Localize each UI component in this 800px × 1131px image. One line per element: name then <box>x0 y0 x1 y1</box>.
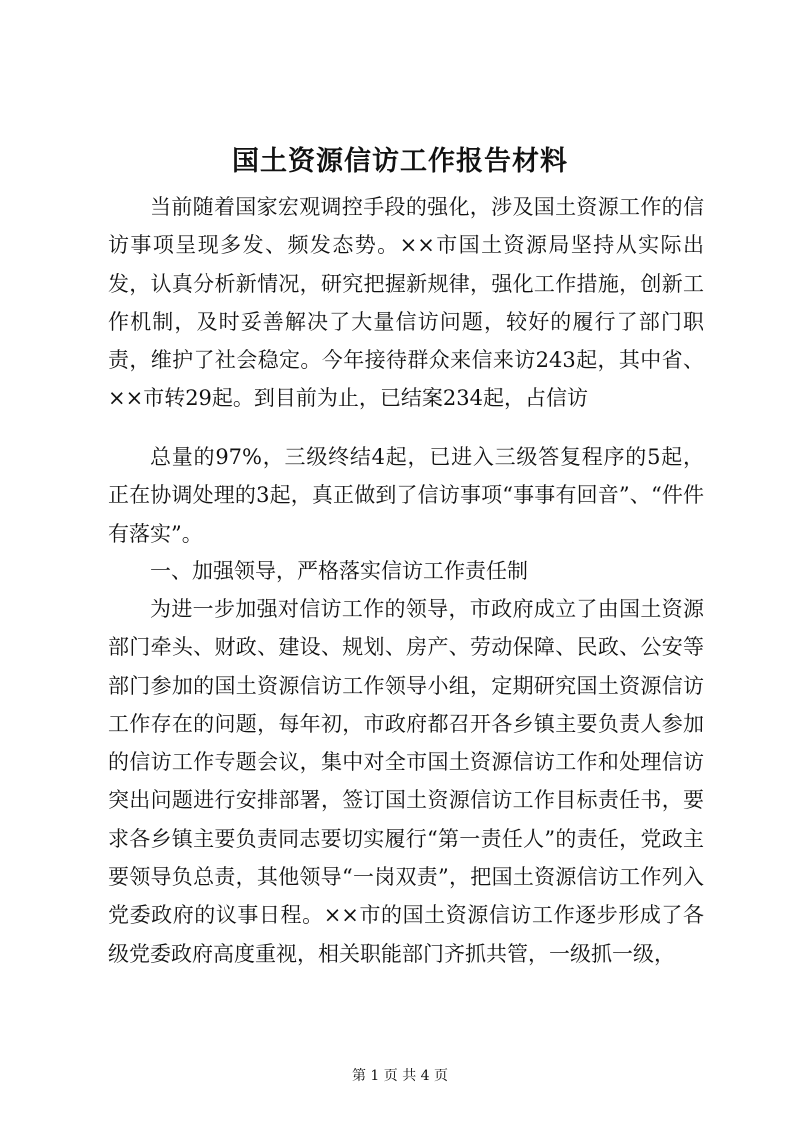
paragraph-block <box>108 590 704 973</box>
document-title: 国土资源信访工作报告材料 <box>232 146 568 177</box>
body-paragraph: 当前随着国家宏观调控手段的强化，涉及国土资源工作的信访事项呈现多发、频发态势。××市国土资源局坚持从实际出发，认真分析新情况，研究把握新规律，强化工作措施，创新工作机制，及时妥善解决了大量信访问题，较好的履行了部门职责，维护了社会稳定。今年接待群众来信来访243起，其中省、××市转29起。到目前为止，已结案234起，占信访 <box>108 195 704 411</box>
paragraph-block <box>108 438 704 553</box>
body-paragraph: 为进一步加强对信访工作的领导，市政府成立了由国土资源部门牵头、财政、建设、规划、房产、劳动保障、民政、公安等部门参加的国土资源信访工作领导小组，定期研究国土资源信访工作存在的问题，每年初，市政府都召开各乡镇主要负责人参加的信访工作专题会议，集中对全市国土资源信访工作和处理信访突出问题进行安排部署，签订国土资源信访工作目标责任书，要求各乡镇主要负责同志要切实履行“第一责任人”的责任，党政主要领导负总责，其他领导“一岗双责”，把国土资源信访工作列入党委政府的议事日程。××市的国土资源信访工作逐步形成了各级党委政府高度重视，相关职能部门齐抓共管，一级抓一级， <box>108 597 704 966</box>
section-heading: 一、加强领导，严格落实信访工作责任制 <box>150 559 528 583</box>
paragraph-block <box>108 188 704 418</box>
page-number: 第 1 页 共 4 页 <box>351 1068 449 1084</box>
section-heading-block <box>108 552 704 590</box>
body-paragraph: 总量的97%，三级终结4起，已进入三级答复程序的5起，正在协调处理的3起，真正做到了信访事项“事事有回音”、“件件有落实”。 <box>108 445 704 546</box>
